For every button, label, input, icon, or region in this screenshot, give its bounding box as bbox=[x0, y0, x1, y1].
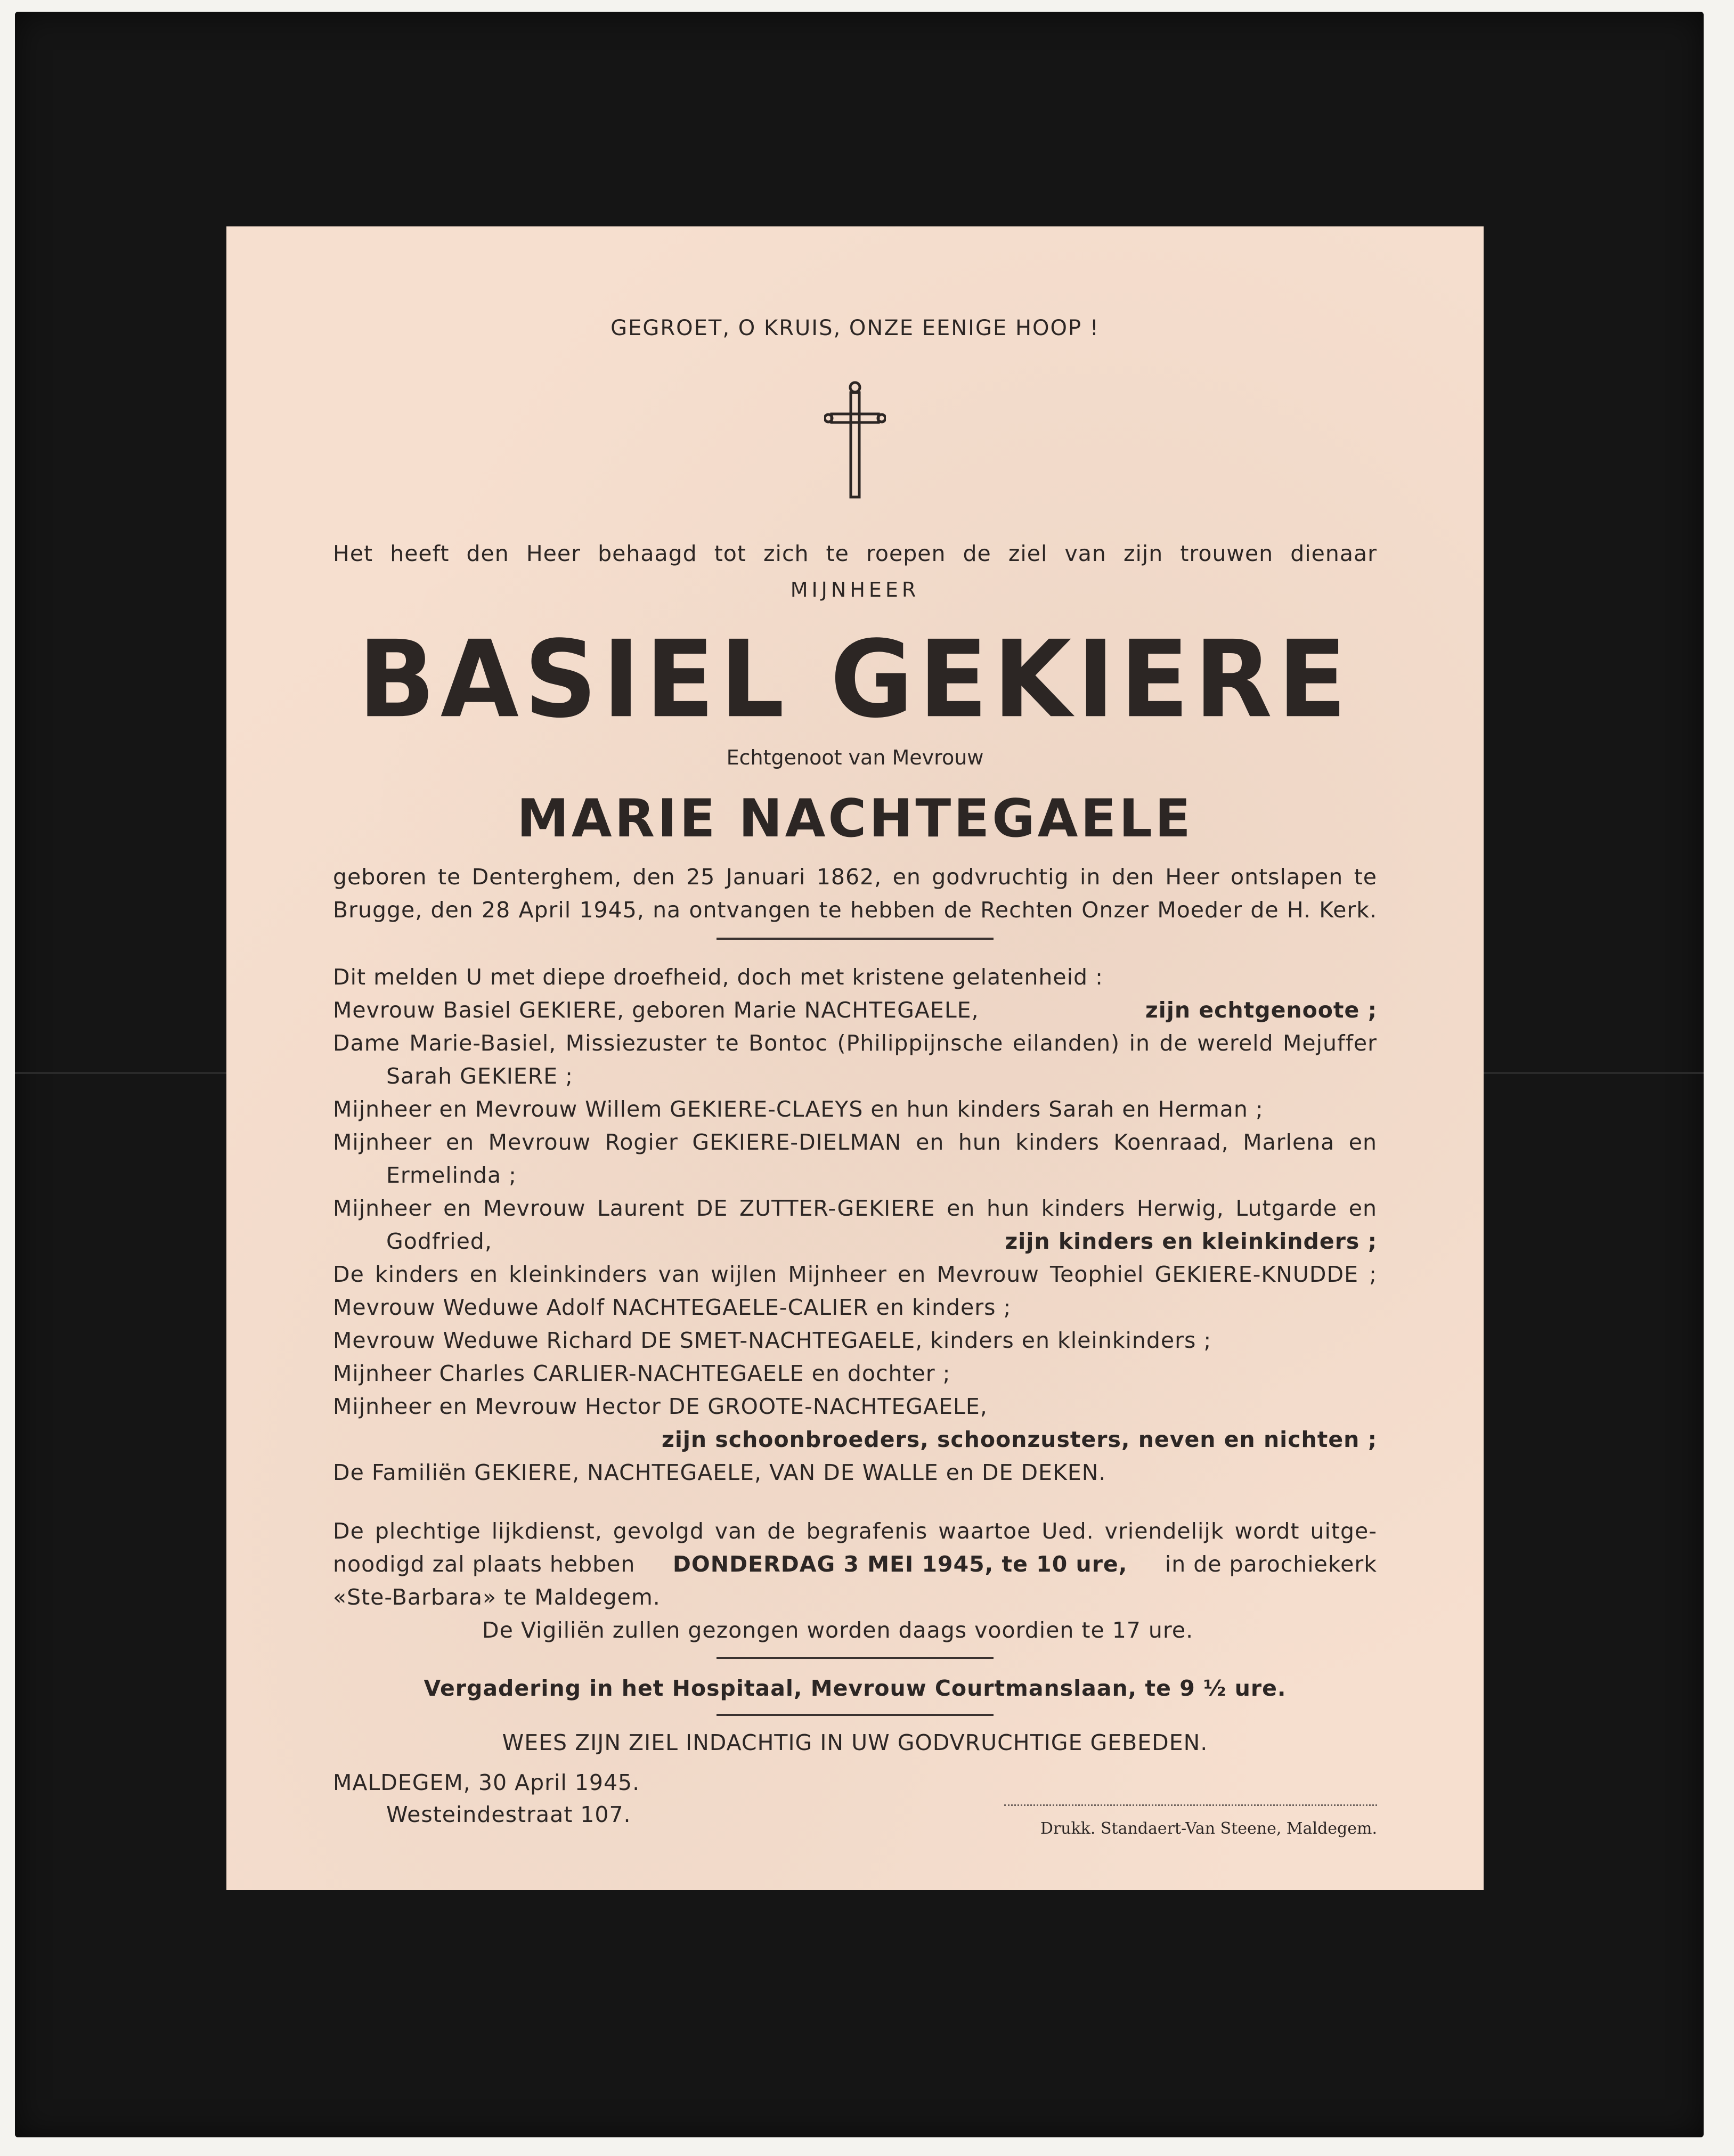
intro-line: Het heeft den Heer behaagd tot zich te roepen de ziel van zijn trouwen dienaar bbox=[333, 541, 1377, 566]
mourner-line-1: Mevrouw Basiel GEKIERE, geboren Marie NACHTEGAELE, bbox=[333, 997, 979, 1023]
service-line-2-end: in de parochiekerk bbox=[1165, 1551, 1377, 1577]
mourner-line-6: De kinders en kleinkinders van wijlen Mijnheer en Mevrouw Teophiel GEKIERE-KNUDDE ; bbox=[333, 1262, 1377, 1287]
printer-dotted-rule bbox=[1004, 1804, 1377, 1806]
title-honorific: MIJNHEER bbox=[790, 578, 920, 601]
mourner-line-8: Mevrouw Weduwe Richard DE SMET-NACHTEGAELE, kinders en kleinkinders ; bbox=[333, 1328, 1212, 1353]
meeting-line: Vergadering in het Hospitaal, Mevrouw Courtmanslaan, te 9 ½ ure. bbox=[424, 1675, 1287, 1701]
service-line-3: «Ste-Barbara» te Maldegem. bbox=[333, 1584, 661, 1610]
divider-3 bbox=[717, 1714, 994, 1716]
address: Westeindestraat 107. bbox=[386, 1802, 631, 1827]
service-date-time: DONDERDAG 3 MEI 1945, te 10 ure, bbox=[672, 1551, 1128, 1577]
mourner-line-4: Mijnheer en Mevrouw Rogier GEKIERE-DIELMAN en hun kinders Koenraad, Marlena en bbox=[333, 1129, 1377, 1155]
mourner-line-2b: Sarah GEKIERE ; bbox=[386, 1063, 573, 1089]
mourners-intro: Dit melden U met diepe droefheid, doch met kristene gelatenheid : bbox=[333, 964, 1103, 990]
vigil-line: De Vigiliën zullen gezongen worden daags voordien te 17 ure. bbox=[482, 1617, 1194, 1643]
mourner-line-2: Dame Marie-Basiel, Missiezuster te Bontoc (Philippijnsche eilanden) in de wereld Mejuffer bbox=[333, 1030, 1377, 1056]
mourner-line-11: De Familiën GEKIERE, NACHTEGAELE, VAN DE WALLE en DE DEKEN. bbox=[333, 1460, 1106, 1485]
mourner-line-4b: Ermelinda ; bbox=[386, 1162, 517, 1188]
birth-line-2: Brugge, den 28 April 1945, na ontvangen te hebben de Rechten Onzer Moeder de H. Kerk. bbox=[333, 897, 1377, 923]
service-line-2 bbox=[333, 1551, 1377, 1577]
mourner-role-5: zijn kinders en kleinkinders ; bbox=[1005, 1228, 1377, 1254]
divider-1 bbox=[717, 938, 994, 940]
latin-cross-icon bbox=[824, 379, 886, 502]
prayer-line: WEES ZIJN ZIEL INDACHTIG IN UW GODVRUCHTIGE GEBEDEN. bbox=[502, 1730, 1208, 1755]
mourner-line-3: Mijnheer en Mevrouw Willem GEKIERE-CLAEYS en hun kinders Sarah en Herman ; bbox=[333, 1096, 1264, 1122]
printer-credit: Drukk. Standaert-Van Steene, Maldegem. bbox=[1040, 1819, 1377, 1838]
mourner-line-7: Mevrouw Weduwe Adolf NACHTEGAELE-CALIER en kinders ; bbox=[333, 1295, 1012, 1320]
mourner-line-9: Mijnheer Charles CARLIER-NACHTEGAELE en dochter ; bbox=[333, 1361, 951, 1386]
place-date: MALDEGEM, 30 April 1945. bbox=[333, 1770, 640, 1795]
mourner-line-5: Mijnheer en Mevrouw Laurent DE ZUTTER-GEKIERE en hun kinders Herwig, Lutgarde en bbox=[333, 1195, 1377, 1221]
mourner-role-1: zijn echtgenoote ; bbox=[1145, 997, 1377, 1023]
divider-2 bbox=[717, 1657, 994, 1659]
service-line-2-start: noodigd zal plaats hebben bbox=[333, 1551, 636, 1577]
service-line-1: De plechtige lijkdienst, gevolgd van de begrafenis waartoe Ued. vriendelijk wordt uitge- bbox=[333, 1518, 1377, 1544]
spouse-name: MARIE NACHTEGAELE bbox=[517, 788, 1193, 849]
death-notice-sheet bbox=[226, 226, 1484, 1890]
mourner-line-5b: Godfried, bbox=[386, 1228, 492, 1254]
spouse-label: Echtgenoot van Mevrouw bbox=[726, 746, 984, 769]
birth-line-1: geboren te Denterghem, den 25 Januari 1862, en godvruchtig in den Heer ontslapen te bbox=[333, 864, 1377, 890]
mourner-line-10: Mijnheer en Mevrouw Hector DE GROOTE-NACHTEGAELE, bbox=[333, 1394, 988, 1419]
motto: GEGROET, O KRUIS, ONZE EENIGE HOOP ! bbox=[610, 316, 1100, 340]
deceased-name: BASIEL GEKIERE bbox=[358, 617, 1352, 742]
mourner-role-10: zijn schoonbroeders, schoonzusters, neven en nichten ; bbox=[661, 1427, 1377, 1452]
